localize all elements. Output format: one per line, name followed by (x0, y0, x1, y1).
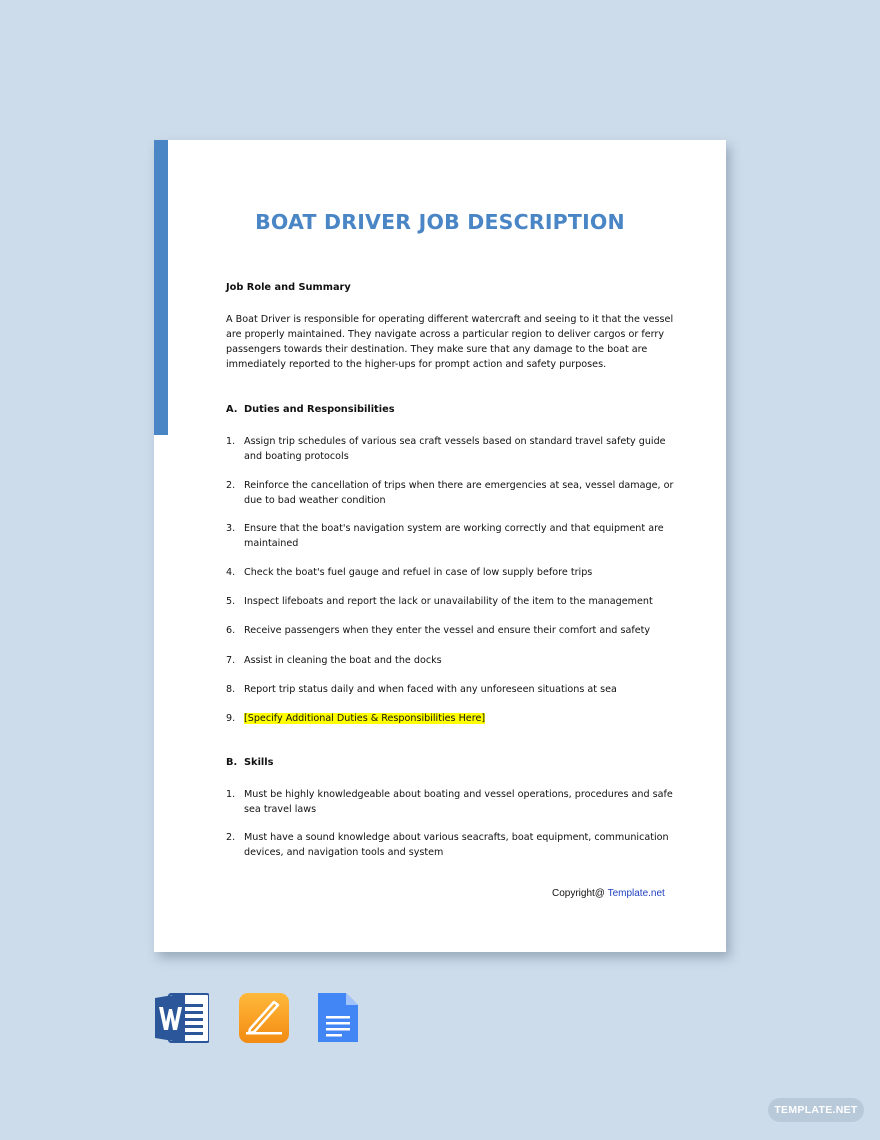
skill-item: 2. Must have a sound knowledge about various seacrafts, boat equipment, communication devices, and navigation tools and system (226, 832, 669, 858)
pages-icon[interactable] (238, 992, 292, 1044)
accent-bar (154, 140, 168, 435)
duty-item: 1. Assign trip schedules of various sea craft vessels based on standard travel safety guide and boating protocols (226, 436, 666, 462)
duty-item: 6. Receive passengers when they enter the vessel and ensure their comfort and safety (226, 625, 651, 636)
duty-item: 7. Assist in cleaning the boat and the docks (226, 655, 442, 666)
document-page (154, 140, 726, 952)
duty-item: 4. Check the boat's fuel gauge and refuel in case of low supply before trips (226, 567, 593, 578)
skills-letter: B. (226, 757, 238, 768)
summary-text: A Boat Driver is responsible for operating different watercraft and seeing to it that the vessel are properly maintained. They navigate across a particular region to deliver cargos or ferry passengers towards their destination. They make sure that any damage to the boat are immediately reported to the higher-ups for prompt action and safety purposes. (226, 314, 674, 370)
duty-item: 5. Inspect lifeboats and report the lack or unavailability of the item to the management (226, 596, 653, 607)
skill-item: 1. Must be highly knowledgeable about boating and vessel operations, procedures and safe sea travel laws (226, 789, 673, 815)
placeholder-highlight[interactable]: [Specify Additional Duties & Responsibilities Here] (244, 713, 486, 724)
duty-item: 3. Ensure that the boat's navigation system are working correctly and that equipment are maintained (226, 523, 664, 549)
duties-heading (226, 404, 395, 415)
summary-heading: Job Role and Summary (226, 282, 351, 293)
skills-heading (226, 757, 273, 768)
duty-item-placeholder: 9. [Specify Additional Duties & Responsibilities Here] (226, 713, 486, 724)
copyright-label: Copyright@ (552, 888, 605, 899)
duties-letter: A. (226, 404, 238, 415)
copyright-brand-link[interactable]: Template.net (607, 888, 665, 899)
duty-item: 2. Reinforce the cancellation of trips when there are emergencies at sea, vessel damage, or due to bad weather condition (226, 480, 674, 506)
word-icon[interactable] (155, 992, 209, 1044)
template-net-watermark: TEMPLATE.NET (768, 1098, 864, 1122)
copyright (552, 888, 665, 899)
duty-item: 8. Report trip status daily and when faced with any unforeseen situations at sea (226, 684, 617, 695)
google-docs-icon[interactable] (314, 992, 368, 1044)
duties-heading-text: Duties and Responsibilities (244, 404, 395, 415)
skills-heading-text: Skills (244, 757, 274, 768)
document-title: BOAT DRIVER JOB DESCRIPTION (255, 210, 625, 234)
